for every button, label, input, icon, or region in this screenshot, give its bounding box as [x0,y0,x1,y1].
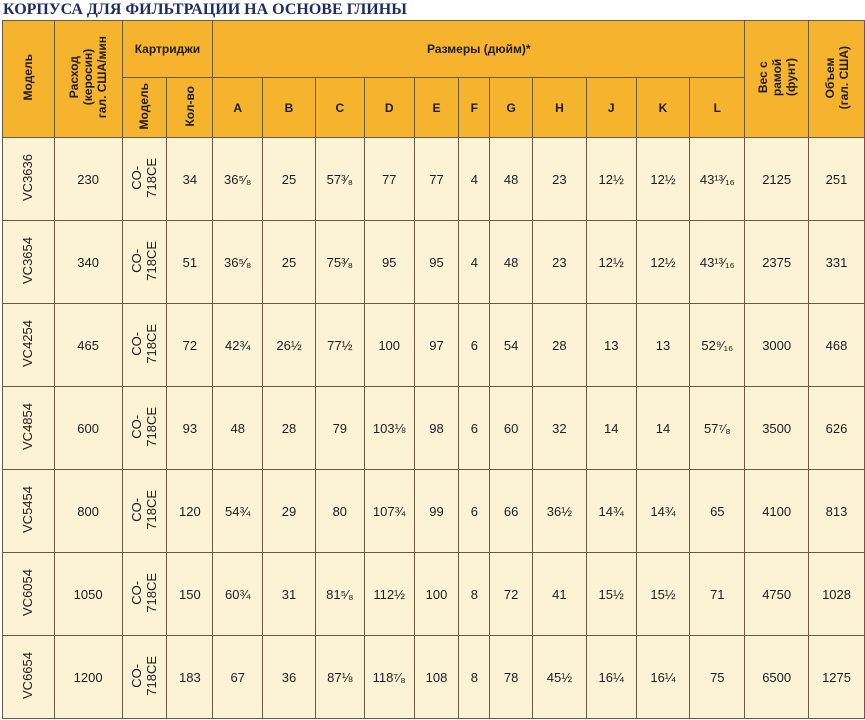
cell-dim-k: 12½ [636,138,690,221]
header-cartridges: Картриджи [122,21,213,78]
cell-dim-g: 72 [490,553,533,636]
cell-weight: 2375 [745,221,809,304]
header-volume: Объем (гал. США) [809,21,865,138]
cell-dim-a: 60¾ [213,553,263,636]
cell-dim-g: 66 [490,470,533,553]
cell-dim-j: 16¼ [586,636,636,719]
header-dim-g: G [490,78,533,138]
cell-volume: 1028 [809,553,865,636]
header-dim-a: A [213,78,263,138]
cell-dim-k: 14 [636,387,690,470]
cell-dim-l: 65 [690,470,745,553]
header-dim-l: L [690,78,745,138]
cell-dim-f: 6 [459,304,490,387]
cell-dim-d: 112½ [364,553,414,636]
header-flow: Расход (керосин) гал. США/мин [54,21,122,138]
cell-dim-a: 54¾ [213,470,263,553]
cell-model: VC3654 [3,221,55,304]
cell-cartridge-qty: 183 [167,636,213,719]
cell-dim-k: 14¾ [636,470,690,553]
cell-dim-a: 36⁵⁄₈ [213,221,263,304]
cell-dim-b: 28 [263,387,316,470]
cell-dim-d: 77 [364,138,414,221]
cell-volume: 1275 [809,636,865,719]
cell-dim-f: 4 [459,221,490,304]
header-dim-j: J [586,78,636,138]
cell-dim-j: 12½ [586,138,636,221]
cell-dim-h: 32 [533,387,587,470]
cell-dim-l: 43¹³⁄₁₆ [690,221,745,304]
cell-dim-k: 16¼ [636,636,690,719]
cell-dim-b: 25 [263,221,316,304]
cell-dim-h: 41 [533,553,587,636]
header-dim-d: D [364,78,414,138]
cell-cartridge-model: CO- 718CE [122,636,167,719]
table-row [3,470,865,553]
cell-volume: 813 [809,470,865,553]
cell-volume: 331 [809,221,865,304]
cell-dim-e: 99 [414,470,459,553]
page-title: КОРПУСА ДЛЯ ФИЛЬТРАЦИИ НА ОСНОВЕ ГЛИНЫ [3,1,407,18]
cell-dim-g: 78 [490,636,533,719]
cell-dim-g: 60 [490,387,533,470]
cell-dim-j: 14 [586,387,636,470]
cell-dim-a: 42¾ [213,304,263,387]
table-row [3,221,865,304]
cell-weight: 3000 [745,304,809,387]
cell-model: VC5454 [3,470,55,553]
cell-dim-g: 48 [490,138,533,221]
cell-cartridge-model: CO- 718CE [122,470,167,553]
header-dim-b: B [263,78,316,138]
cell-dim-j: 14¾ [586,470,636,553]
cell-volume: 468 [809,304,865,387]
cell-dim-f: 8 [459,553,490,636]
header-row-1 [3,21,865,78]
table-row [3,138,865,221]
header-dim-f: F [459,78,490,138]
header-row-2 [3,78,865,138]
table-row [3,304,865,387]
header-dim-c: C [315,78,364,138]
cell-dim-b: 25 [263,138,316,221]
header-weight: Вес с рамой (фунт) [745,21,809,138]
cell-model: VC6654 [3,636,55,719]
cell-dim-h: 36½ [533,470,587,553]
cell-flow: 1200 [54,636,122,719]
cell-volume: 626 [809,387,865,470]
cell-dim-e: 95 [414,221,459,304]
cell-volume: 251 [809,138,865,221]
cell-weight: 4100 [745,470,809,553]
cell-dim-d: 95 [364,221,414,304]
cell-dim-k: 13 [636,304,690,387]
cell-dim-g: 48 [490,221,533,304]
cell-cartridge-qty: 120 [167,470,213,553]
cell-dim-h: 45½ [533,636,587,719]
cell-dim-d: 107¾ [364,470,414,553]
cell-model: VC6054 [3,553,55,636]
cell-dim-g: 54 [490,304,533,387]
cell-dim-e: 77 [414,138,459,221]
cell-model: VC4254 [3,304,55,387]
cell-dim-b: 26½ [263,304,316,387]
cell-dim-c: 87⅛ [315,636,364,719]
table-row [3,553,865,636]
cell-dim-a: 48 [213,387,263,470]
cell-flow: 340 [54,221,122,304]
cell-flow: 1050 [54,553,122,636]
cell-cartridge-qty: 150 [167,553,213,636]
header-dim-h: H [533,78,587,138]
cell-cartridge-model: CO- 718CE [122,553,167,636]
cell-flow: 465 [54,304,122,387]
cell-dim-l: 43¹³⁄₁₆ [690,138,745,221]
cell-cartridge-model: CO- 718CE [122,304,167,387]
cell-dim-f: 8 [459,636,490,719]
cell-dim-e: 98 [414,387,459,470]
cell-dim-e: 100 [414,553,459,636]
cell-dim-h: 23 [533,138,587,221]
header-dim-k: K [636,78,690,138]
cell-dim-e: 97 [414,304,459,387]
header-cartridge-model: Модель [122,78,167,138]
cell-model: VC4854 [3,387,55,470]
cell-dim-c: 81⁵⁄₈ [315,553,364,636]
cell-dim-h: 23 [533,221,587,304]
cell-dim-b: 29 [263,470,316,553]
header-dim-e: E [414,78,459,138]
cell-dim-l: 71 [690,553,745,636]
table-row [3,387,865,470]
cell-dim-a: 36⁵⁄₈ [213,138,263,221]
cell-dim-f: 4 [459,138,490,221]
cell-dim-a: 67 [213,636,263,719]
cell-dim-l: 57⁷⁄₈ [690,387,745,470]
cell-weight: 3500 [745,387,809,470]
table-body [3,138,865,719]
cell-dim-d: 100 [364,304,414,387]
header-cartridge-qty: Кол-во [167,78,213,138]
cell-cartridge-qty: 93 [167,387,213,470]
cell-dim-b: 31 [263,553,316,636]
cell-dim-j: 13 [586,304,636,387]
cell-dim-k: 15½ [636,553,690,636]
cell-dim-c: 75³⁄₈ [315,221,364,304]
cell-model: VC3636 [3,138,55,221]
cell-cartridge-model: CO- 718CE [122,387,167,470]
cell-dim-f: 6 [459,470,490,553]
cell-cartridge-qty: 34 [167,138,213,221]
cell-dim-b: 36 [263,636,316,719]
cell-dim-c: 80 [315,470,364,553]
cell-cartridge-model: CO- 718CE [122,221,167,304]
cell-cartridge-qty: 72 [167,304,213,387]
cell-dim-j: 15½ [586,553,636,636]
cell-flow: 600 [54,387,122,470]
cell-dim-l: 75 [690,636,745,719]
table-row [3,636,865,719]
cell-dim-l: 52⁹⁄₁₆ [690,304,745,387]
cell-cartridge-model: CO- 718CE [122,138,167,221]
cell-dim-d: 103⅛ [364,387,414,470]
cell-dim-c: 77½ [315,304,364,387]
cell-weight: 6500 [745,636,809,719]
cell-cartridge-qty: 51 [167,221,213,304]
cell-dim-h: 28 [533,304,587,387]
header-dimensions: Размеры (дюйм)* [213,21,745,78]
cell-flow: 800 [54,470,122,553]
filter-housing-spec-table [2,20,865,719]
cell-dim-c: 79 [315,387,364,470]
cell-dim-d: 118⁷⁄₈ [364,636,414,719]
cell-dim-j: 12½ [586,221,636,304]
cell-weight: 2125 [745,138,809,221]
cell-dim-e: 108 [414,636,459,719]
cell-weight: 4750 [745,553,809,636]
cell-flow: 230 [54,138,122,221]
cell-dim-f: 6 [459,387,490,470]
cell-dim-c: 57³⁄₈ [315,138,364,221]
header-model: Модель [3,21,55,138]
cell-dim-k: 12½ [636,221,690,304]
